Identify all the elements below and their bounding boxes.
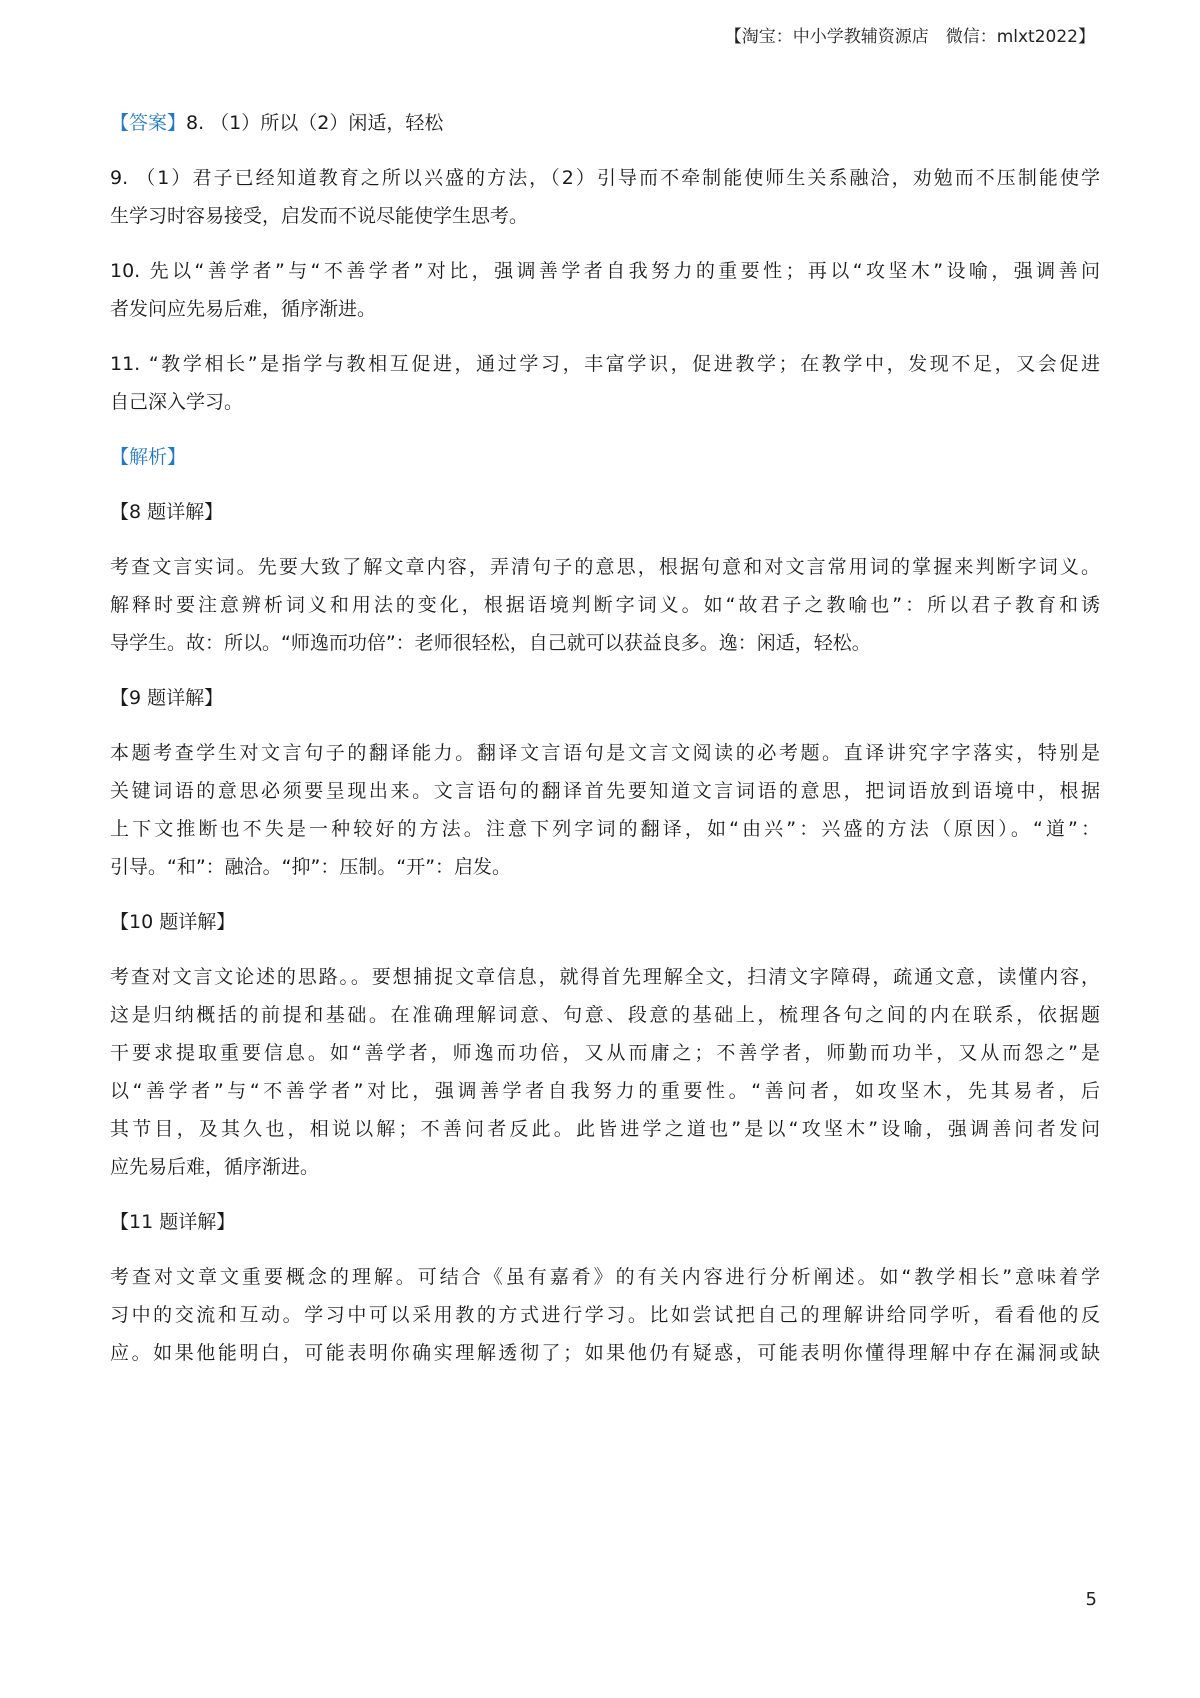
header-watermark-note: 【淘宝：中小学教辅资源店 微信：mlxt2022】	[724, 27, 1095, 47]
answer-label: 【答案】	[110, 112, 187, 134]
section-body-q11	[110, 1258, 1100, 1372]
text-line: 生学习时容易接受，启发而不说尽能使学生思考。	[110, 205, 529, 227]
section-heading-q11	[110, 1203, 1100, 1241]
text-line: 这是归纳概括的前提和基础。在准确理解词意、句意、段意的基础上，梳理各句之间的内在联系，依据题	[110, 1004, 1100, 1026]
text-line: 其节目，及其久也，相说以解；不善问者反此。此皆进学之道也”是以“攻坚木”设喻，强调善问者发问	[110, 1118, 1100, 1140]
document-body	[110, 104, 1100, 1389]
section-heading: 【8 题详解】	[110, 501, 224, 523]
section-heading: 【10 题详解】	[110, 911, 236, 933]
text-line: 应先易后难，循序渐进。	[110, 1156, 320, 1178]
analysis-label-row	[110, 438, 1100, 476]
section-heading: 【9 题详解】	[110, 687, 224, 709]
text-line: 者发问应先易后难，循序渐进。	[110, 298, 377, 320]
section-body-q9	[110, 734, 1100, 886]
answer-q8	[110, 104, 1100, 142]
text-line: 关键词语的意思必须要呈现出来。文言语句的翻译首先要知道文言词语的意思，把词语放到语境中，根据	[110, 780, 1100, 802]
section-body-q10	[110, 958, 1100, 1186]
section-heading: 【11 题详解】	[110, 1211, 236, 1233]
section-heading-q8	[110, 493, 1100, 531]
text-line: 自己深入学习。	[110, 391, 244, 413]
answer-q9	[110, 159, 1100, 235]
text-line: 上下文推断也不失是一种较好的方法。注意下列字词的翻译，如“由兴”：兴盛的方法（原因）。“道”：	[110, 818, 1100, 840]
text-line: 9. （1）君子已经知道教育之所以兴盛的方法，（2）引导而不牵制能使师生关系融洽，劝勉而不压制能使学	[110, 167, 1100, 189]
section-heading-q9	[110, 679, 1100, 717]
answer-q11	[110, 345, 1100, 421]
analysis-label: 【解析】	[110, 446, 187, 468]
section-heading-q10	[110, 903, 1100, 941]
section-body-q8	[110, 548, 1100, 662]
text-line: 考查文言实词。先要大致了解文章内容，弄清句子的意思，根据句意和对文言常用词的掌握来判断字词义。	[110, 556, 1100, 578]
text-line: 引导。“和”：融洽。“抑”：压制。“开”：启发。	[110, 856, 512, 878]
answer-q8-text: 8. （1）所以（2）闲适，轻松	[186, 112, 444, 134]
text-line: 本题考查学生对文言句子的翻译能力。翻译文言语句是文言文阅读的必考题。直译讲究字字落实，特别是	[110, 742, 1100, 764]
answer-q10	[110, 252, 1100, 328]
text-line: 考查对文章文重要概念的理解。可结合《虽有嘉肴》的有关内容进行分析阐述。如“教学相长”意味着学	[110, 1266, 1100, 1288]
text-line: 干要求提取重要信息。如“善学者，师逸而功倍，又从而庸之；不善学者，师勤而功半，又从而怨之”是	[110, 1042, 1100, 1064]
text-line: 考查对文言文论述的思路。。要想捕捉文章信息，就得首先理解全文，扫清文字障碍，疏通文意，读懂内容，	[110, 966, 1100, 988]
text-line: 习中的交流和互动。学习中可以采用教的方式进行学习。比如尝试把自己的理解讲给同学听，看看他的反	[110, 1304, 1100, 1326]
page-number: 5	[1085, 1589, 1097, 1610]
text-line: 11. “教学相长”是指学与教相互促进，通过学习，丰富学识，促进教学；在教学中，发现不足，又会促进	[110, 353, 1100, 375]
text-line: 以“善学者”与“不善学者”对比，强调善学者自我努力的重要性。“善问者，如攻坚木，先其易者，后	[110, 1080, 1100, 1102]
text-line: 导学生。故：所以。“师逸而功倍”：老师很轻松，自己就可以获益良多。逸：闲适，轻松。	[110, 632, 871, 654]
text-line: 10. 先以“善学者”与“不善学者”对比，强调善学者自我努力的重要性；再以“攻坚木”设喻，强调善问	[110, 260, 1100, 282]
text-line: 应。如果他能明白，可能表明你确实理解透彻了；如果他仍有疑惑，可能表明你懂得理解中存在漏洞或缺	[110, 1342, 1100, 1364]
text-line: 解释时要注意辨析词义和用法的变化，根据语境判断字词义。如“故君子之教喻也”：所以君子教育和诱	[110, 594, 1100, 616]
